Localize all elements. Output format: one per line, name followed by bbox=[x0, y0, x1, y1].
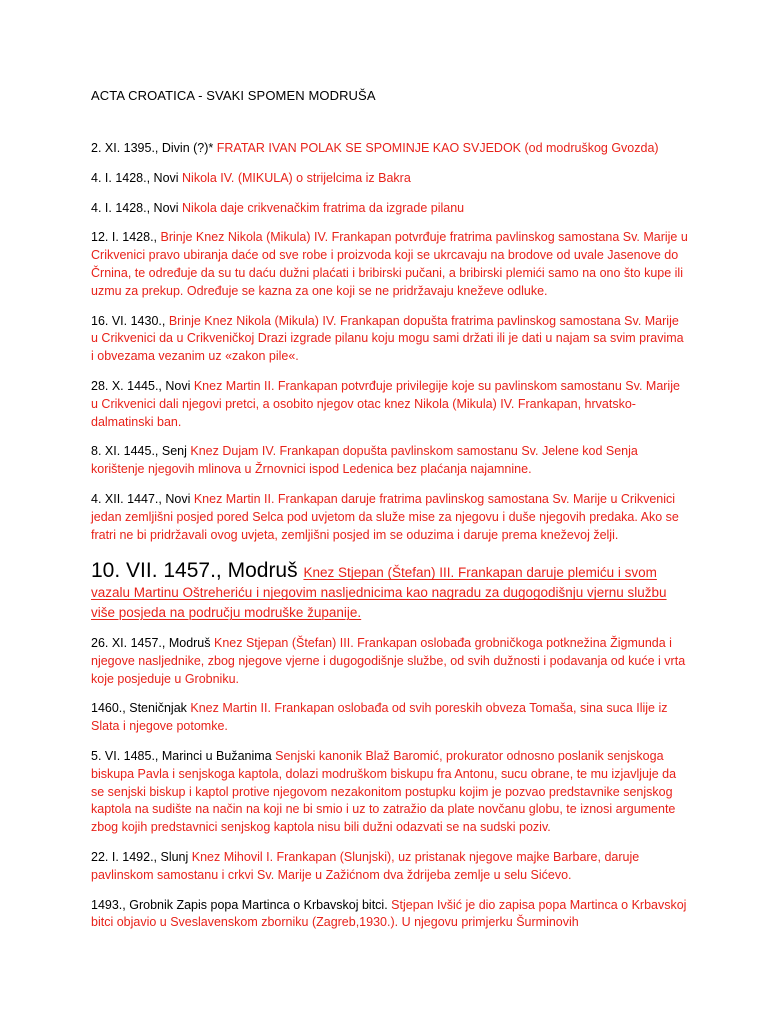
entry-text: FRATAR IVAN POLAK SE SPOMINJE KAO SVJEDOK (od modruškog Gvozda) bbox=[216, 141, 659, 155]
entry-text: Knez Stjepan (Štefan) III. Frankapan oslobađa grobničkoga potknežina Žigmunda i njegove nasljednike, zbog njegove vjerne i dugogodišnje službe, od svih dužnosti i podavanja od kuće i vrta koje posjeduje u Grobniku. bbox=[91, 635, 686, 686]
entry-date: 26. XI. 1457., Modruš bbox=[91, 635, 214, 650]
entry-date: 8. XI. 1445., Senj bbox=[91, 444, 191, 459]
entry-text: Knez Dujam IV. Frankapan dopušta pavlinskom samostanu Sv. Jelene kod Senja korištenje njegovih mlinova u Žrnovnici ispod Ledenica bez plaćanja najamnine. bbox=[91, 444, 638, 477]
entry bbox=[91, 170, 688, 188]
entry-date: 16. VI. 1430., bbox=[91, 313, 169, 328]
entry-date: 4. I. 1428., Novi bbox=[91, 170, 183, 185]
entry bbox=[91, 378, 688, 431]
entry-text: Senjski kanonik Blaž Baromić, prokurator odnosno poslanik senjskoga biskupa Pavla i senjskoga kaptola, dolazi modruškom biskupu fra Antonu, sucu obrane, te mu izjavljuje da se senjski biskup i kaptol protive njegovom nezakonitom postupku kojim je pozvao predstavnike senjskog kaptola na sudište na način na koji ne bi smio i uz to zatražio da plate novčanu globu, te iznosi argumente zbog kojih predstavnici senjskog kaptola nisu bili dužni odazvati se na sudski poziv. bbox=[91, 748, 677, 835]
entry bbox=[91, 700, 688, 736]
entry-text: Knez Martin II. Frankapan daruje fratrima pavlinskog samostana Sv. Marije u Crikvenici jedan zemljišni posjed pored Selca pod uvjetom da služe mise za njegovu i duše njegovih predaka. Ako se fratri ne bi pridržavali ovog uvjeta, zemljišni posjed im se oduzima i daruje prema kneževoj želji. bbox=[91, 491, 679, 542]
entry-date: 1460., Steničnjak bbox=[91, 701, 191, 716]
entry bbox=[91, 748, 688, 837]
entry bbox=[91, 443, 688, 479]
entry-text: Knez Martin II. Frankapan potvrđuje privilegije koje su pavlinskom samostanu Sv. Marije u Crikvenici dali njegovi pretci, a osobito njegov otac knez Nikola (Mikula) IV. Frankapan, hrvatsko-dalmatinski ban. bbox=[91, 378, 680, 429]
entry bbox=[91, 897, 688, 933]
entry-text: Brinje Knez Nikola (Mikula) IV. Frankapan potvrđuje fratrima pavlinskog samostana Sv. Marije u Crikvenici pravo ubiranja daće od sve robe i proizvoda koji se ukrcavaju na brodove od uvale Jasenove do Črnina, te određuje da su tu daću dužni plaćati i bribirski pučani, a bribirski plemići samo na ono što kupe ili uzmu za prekup. Određuje se kazna za one koji se ne pridržavaju kneževe odluke. bbox=[91, 230, 688, 298]
entry-date: 4. I. 1428., Novi bbox=[91, 200, 183, 215]
entry-date: 4. XII. 1447., Novi bbox=[91, 491, 194, 506]
entry-date: 1493., Grobnik Zapis popa Martinca o Krbavskoj bitci. bbox=[91, 897, 392, 912]
entry-date: 12. I. 1428., bbox=[91, 230, 161, 245]
entry-text: Nikola IV. (MIKULA) o strijelcima iz Bakra bbox=[182, 170, 411, 185]
entry-highlighted bbox=[91, 558, 688, 623]
entry-text: Nikola daje crikvenačkim fratrima da izgrade pilanu bbox=[182, 200, 465, 215]
entry-date: 22. I. 1492., Slunj bbox=[91, 849, 192, 864]
entry bbox=[91, 140, 688, 158]
entry bbox=[91, 313, 688, 366]
entry-date: 28. X. 1445., Novi bbox=[91, 378, 194, 393]
entry bbox=[91, 491, 688, 544]
entry-date: 2. XI. 1395., Divin (?)* bbox=[91, 141, 217, 155]
entry bbox=[91, 849, 688, 885]
entry-text: Knez Stjepan (Štefan) III. Frankapan daruje plemiću i svom vazalu Martinu Oštreheriću i njegovim nasljednicima kao nagradu za dugogodišnju vjernu službu više posjeda na području modruške županije. bbox=[91, 565, 667, 621]
entry-date: 10. VII. 1457., Modruš bbox=[91, 559, 304, 583]
document-title: ACTA CROATICA - SVAKI SPOMEN MODRUŠA bbox=[91, 88, 376, 103]
entry bbox=[91, 229, 688, 300]
entry-text: Knez Martin II. Frankapan oslobađa od svih poreskih obveza Tomaša, sina suca Ilije iz Slata i njegove potomke. bbox=[91, 701, 668, 734]
entry bbox=[91, 635, 688, 688]
entry-text: Knez Mihovil I. Frankapan (Slunjski), uz pristanak njegove majke Barbare, daruje pavlinskom samostanu i crkvi Sv. Marije u Zažićnom dva ždrijeba zemlje u selu Sićevo. bbox=[91, 849, 640, 882]
entry-date: 5. VI. 1485., Marinci u Bužanima bbox=[91, 748, 276, 763]
entry-text: Stjepan Ivšić je dio zapisa popa Martinca o Krbavskoj bitci objavio u Sveslavenskom zborniku (Zagreb,1930.). U njegovu primjerku Šurminovih bbox=[91, 897, 687, 930]
entry-text: Brinje Knez Nikola (Mikula) IV. Frankapan dopušta fratrima pavlinskog samostana Sv. Marije u Crikvenici da u Crikveničkoj Drazi izgrade pilanu koju mogu sami držati ili je dati u najam sa svim pravima i obvezama vezanim uz «zakon pile«. bbox=[91, 313, 684, 364]
entry bbox=[91, 200, 688, 218]
